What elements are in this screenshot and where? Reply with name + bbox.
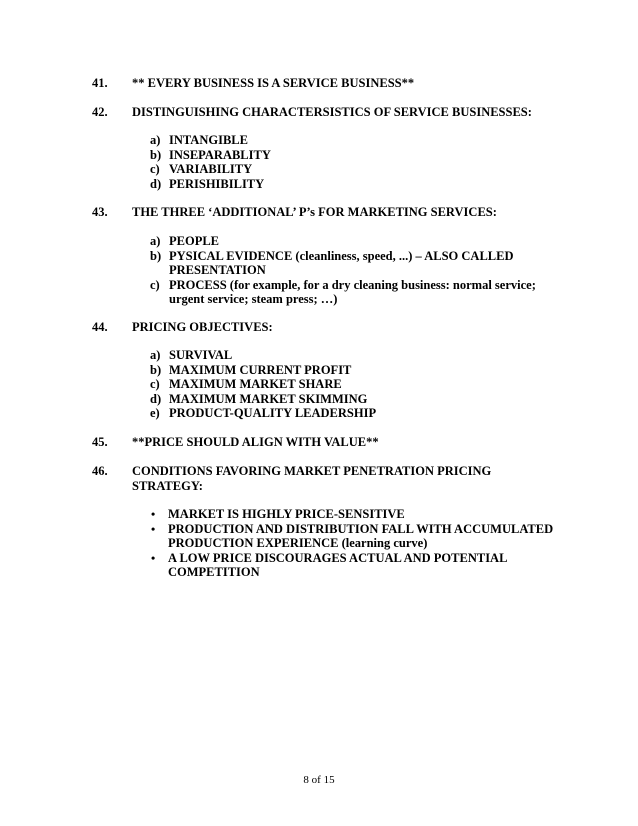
item-number: 42. (92, 105, 108, 119)
document-page: 41. ** EVERY BUSINESS IS A SERVICE BUSINESS** 42. DISTINGUISHING CHARACTERSISTICS OF SERVICE BUSINESSES: a) INTANGIBLE b) INSEPARABLITY c) VARIABILITY d) PERISHIBILITY 43. THE THREE ‘ADDITIONAL’ P’s FOR MARKETING SERVICES: a) PEOPLE b) PYSICAL EVIDENCE (cleanliness, speed, ...) – ALSO CALLED PRESENTATION c) PROCESS (for example, for a dry cleaning business: normal service; urgent service; steam press; …) 44. PRICING OBJECTIVES: a) SURVIVAL b) MAXIMUM CURRENT PROFIT c) MAXIMUM MARKET SHARE d) MAXIMUM MARKET SKIMMING e) PRODUCT-QUALITY LEADERSHIP 45. **PRICE SHOULD ALIGN WITH VALUE** 46. CONDITIONS FAVORING MARKET PENETRATION PRICING STRATEGY: • MARKET IS HIGHLY PRICE-SENSITIVE • PRODUCTION AND DISTRIBUTION FALL WITH ACCUMULATED PRODUCTION EXPERIENCE (learning curve) • A LOW PRICE DISCOURAGES ACTUAL AND POTENTIAL COMPETITION 8 of 15 (0, 0, 638, 826)
item-number: 44. (92, 320, 108, 334)
item-text: THE THREE ‘ADDITIONAL’ P’s FOR MARKETING SERVICES: (132, 205, 497, 219)
item-number: 46. (92, 464, 108, 478)
page-number: 8 of 15 (303, 774, 335, 786)
item-text: DISTINGUISHING CHARACTERSISTICS OF SERVICE BUSINESSES: (132, 105, 532, 119)
item-text: **PRICE SHOULD ALIGN WITH VALUE** (132, 435, 379, 449)
item-number: 45. (92, 435, 108, 449)
item-text: ** EVERY BUSINESS IS A SERVICE BUSINESS** (132, 76, 415, 90)
item-text: PRICING OBJECTIVES: (132, 320, 273, 334)
item-number: 43. (92, 205, 108, 219)
item-text: CONDITIONS FAVORING MARKET PENETRATION PRICING STRATEGY: (132, 464, 492, 493)
item-number: 41. (92, 76, 108, 90)
